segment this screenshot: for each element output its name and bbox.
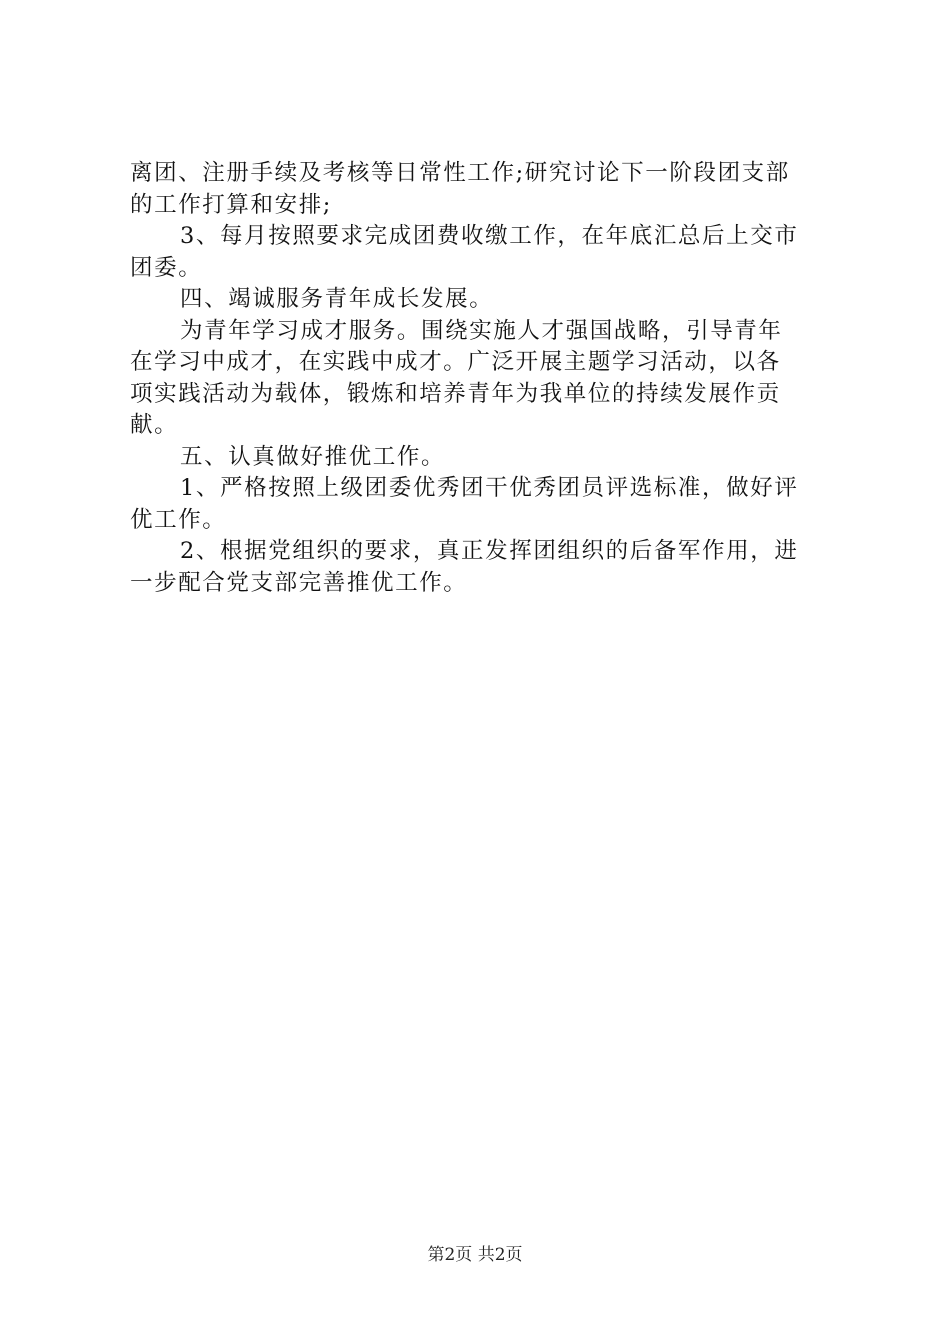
text-line: 3、每月按照要求完成团费收缴工作，在年底汇总后上交市 [180, 223, 799, 249]
text-line: 献。 [130, 412, 179, 438]
text-line: 的工作打算和安排; [130, 191, 332, 218]
text-line: 优工作。 [130, 506, 227, 533]
text-line: 2、根据党组织的要求，真正发挥团组织的后备军作用，进 [180, 538, 799, 564]
text-line: 为青年学习成才服务。围绕实施人才强国战略，引导青年 [180, 317, 783, 344]
text-line: 1、严格按照上级团委优秀团干优秀团员评选标准，做好评 [180, 475, 799, 501]
section-heading: 四、竭诚服务青年成长发展。 [180, 286, 494, 312]
document-body [130, 158, 830, 599]
text-line: 一步配合党支部完善推优工作。 [130, 569, 468, 596]
text-line: 项实践活动为载体，锻炼和培养青年为我单位的持续发展作贡 [130, 380, 781, 407]
page-footer: 第2页 共2页 [427, 1245, 523, 1265]
text-line: 在学习中成才，在实践中成才。广泛开展主题学习活动，以各 [130, 349, 781, 375]
text-line: 团委。 [130, 254, 203, 281]
text-line: 离团、注册手续及考核等日常性工作;研究讨论下一阶段团支部 [130, 160, 790, 186]
section-heading: 五、认真做好推优工作。 [180, 443, 446, 470]
